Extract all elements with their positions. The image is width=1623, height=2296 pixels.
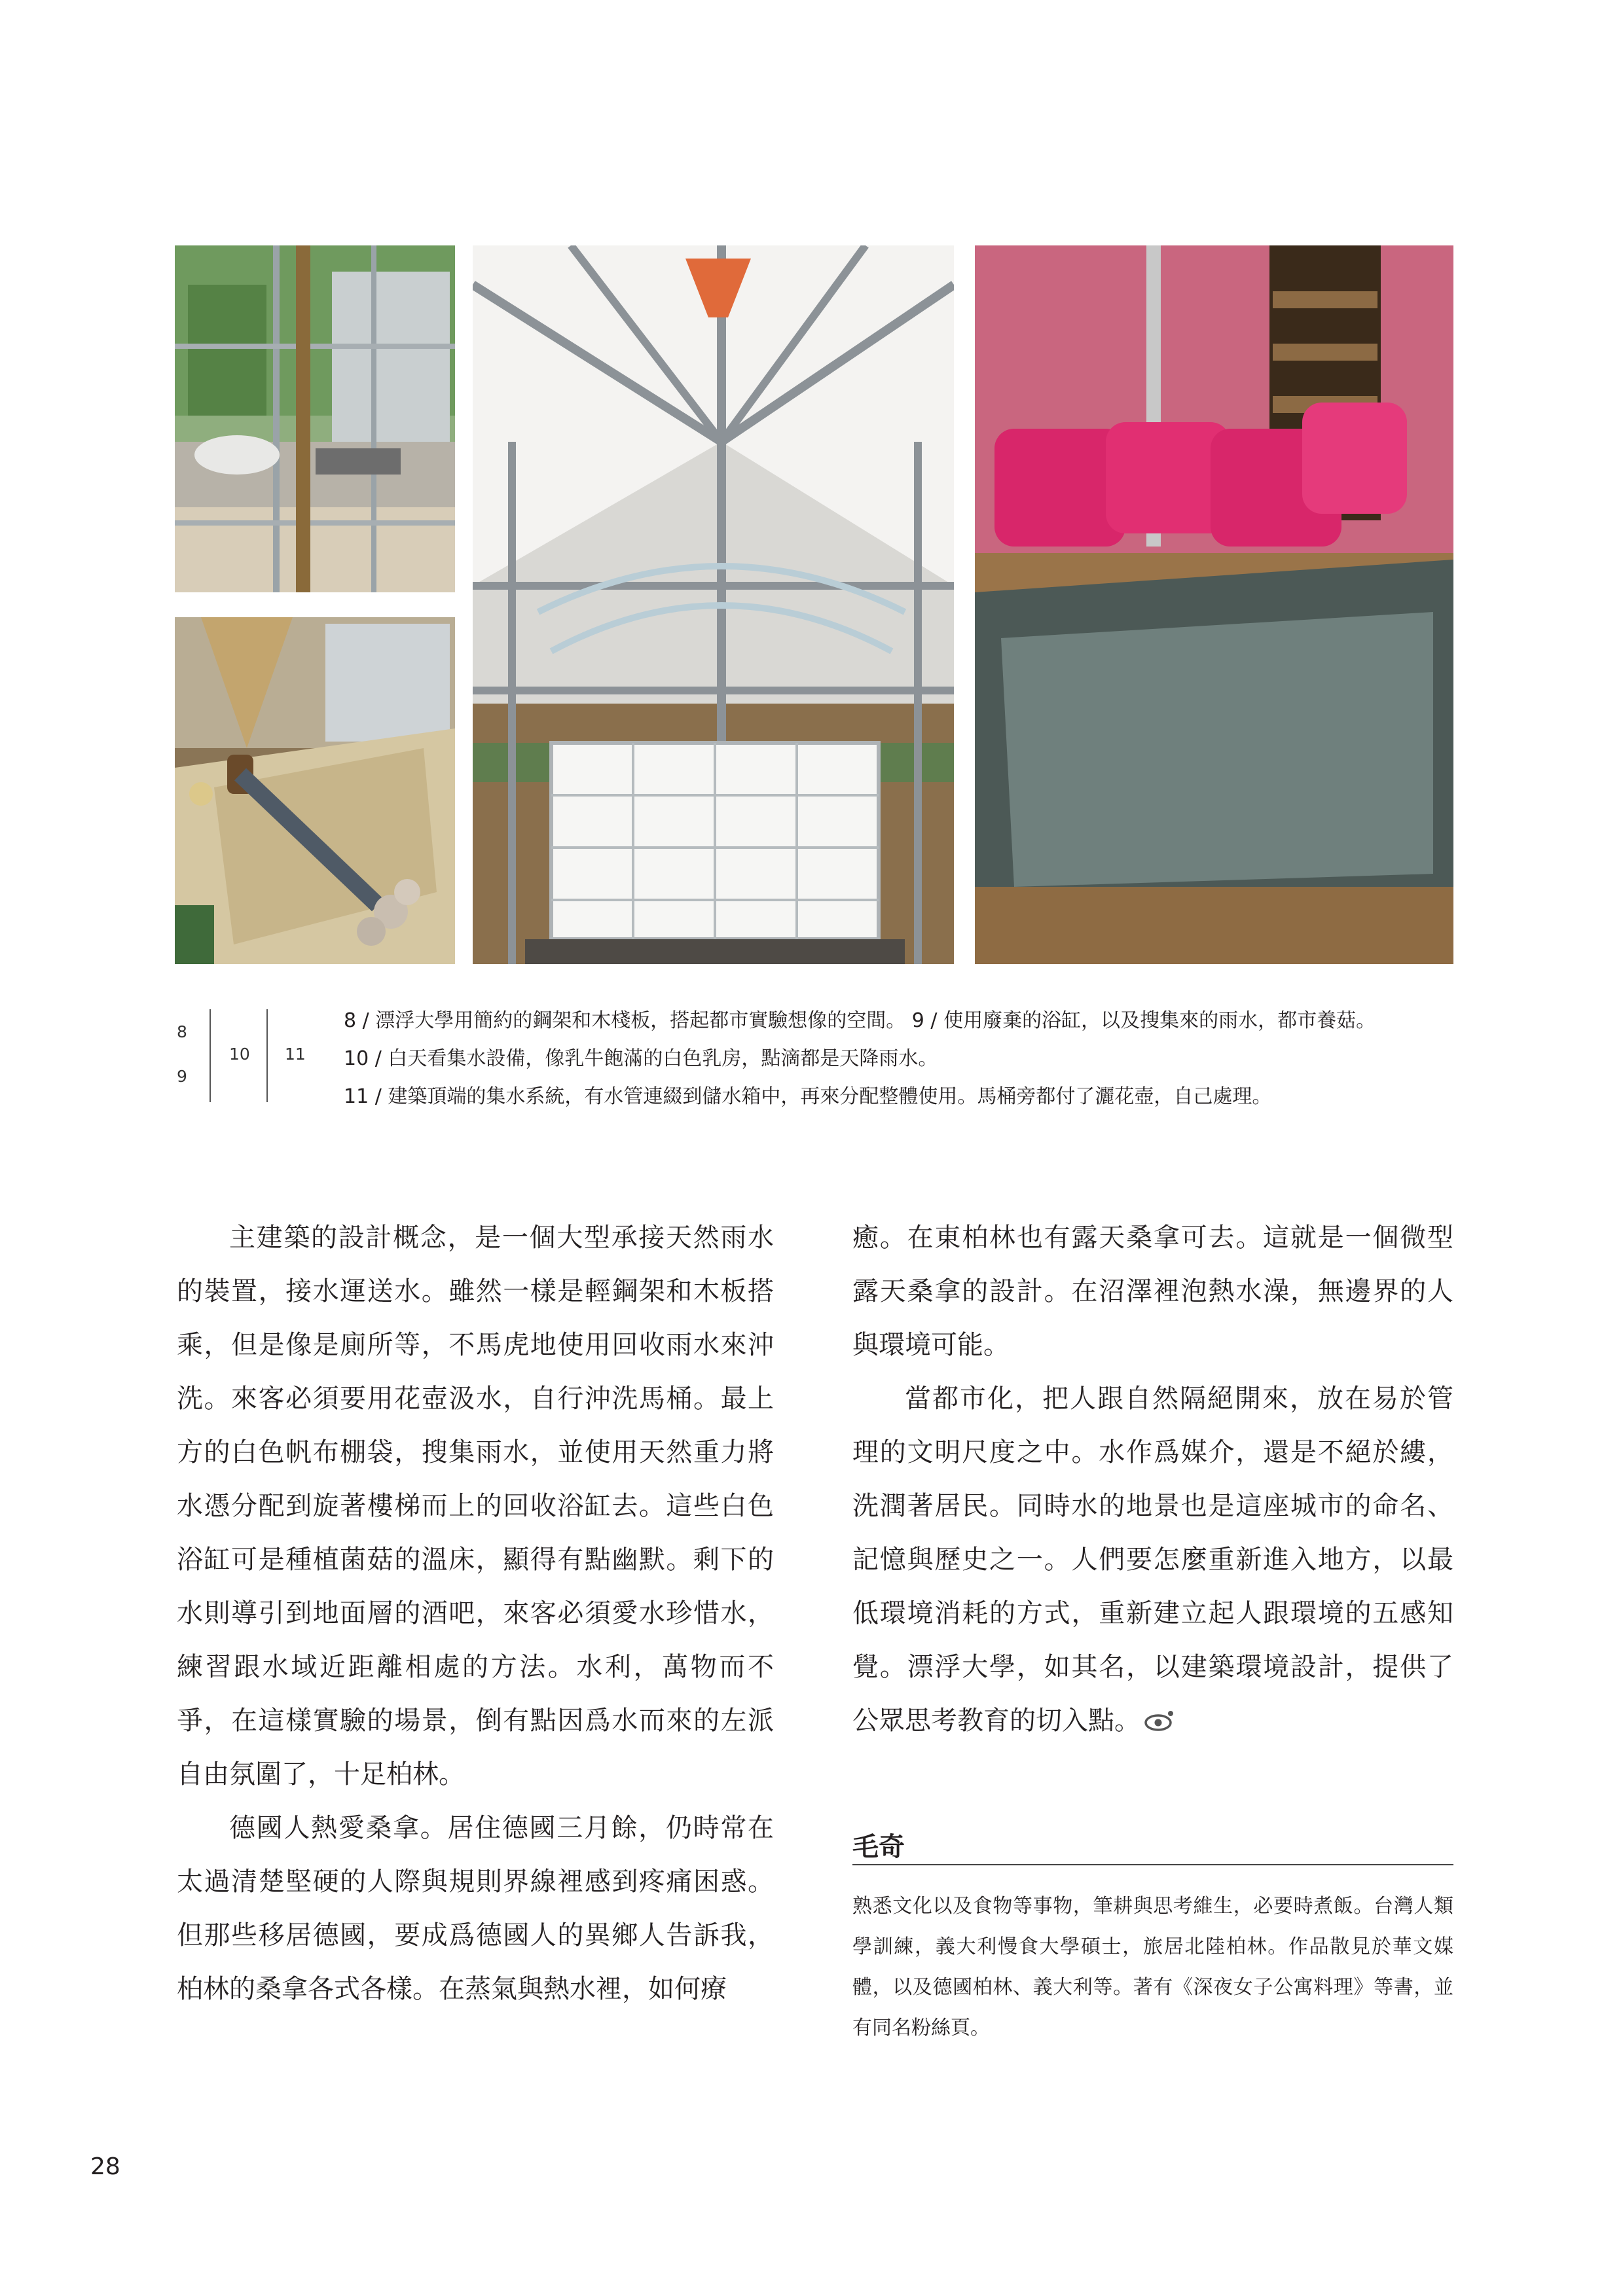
caption-number-8: 8 [177, 1022, 187, 1041]
body-paragraph: 德國人熱愛桑拿。居住德國三月餘，仍時常在太過清楚堅硬的人際與規則界線裡感到疼痛困惑。但那些移居德國，要成爲德國人的異鄉人告訴我，柏林的桑拿各式各樣。在蒸氣與熱水裡，如何療 [177, 1813, 774, 2004]
author-bio: 熟悉文化以及食物等事物，筆耕與思考維生，必要時煮飯。台灣人類學訓練，義大利慢食大學碩士，旅居北陸柏林。作品散見於華文媒體，以及德國柏林、義大利等。著有《深夜女子公寓料理》等書，並有同名粉絲頁。 [852, 1895, 1453, 2039]
white-canopy-photo-10 [473, 245, 954, 964]
body-paragraph: 癒。在東柏林也有露天桑拿可去。這就是一個微型露天桑拿的設計。在沼澤裡泡熱水澡，無邊界的人與環境可能。 [852, 1223, 1453, 1360]
caption-divider [266, 1009, 268, 1102]
body-paragraph: 當都市化，把人跟自然隔絕開來，放在易於管理的文明尺度之中。水作爲媒介，還是不絕於縷，洗潤著居民。同時水的地景也是這座城市的命名、記憶與歷史之一。人們要怎麼重新進入地方，以最低環境消耗的方式，重新建立起人跟環境的五感知覺。漂浮大學，如其名，以建築環境設計，提供了公眾思考教育的切入點。 [852, 1384, 1453, 1736]
page-number: 28 [90, 2153, 120, 2180]
body-column-left [177, 1211, 774, 2016]
author-divider [852, 1864, 1453, 1865]
caption-line-2: 10 / 白天看集水設備，像乳牛飽滿的白色乳房，點滴都是天降雨水。 [344, 1047, 938, 1070]
scaffold-photo-8 [175, 245, 455, 592]
caption-number-11: 11 [285, 1045, 306, 1064]
body-paragraph: 主建築的設計概念，是一個大型承接天然雨水的裝置，接水運送水。雖然一樣是輕鋼架和木板搭乘，但是像是廁所等，不馬虎地使用回收雨水來沖洗。來客必須要用花壺汲水，自行沖洗馬桶。最上方的白色帆布棚袋，搜集雨水，並使用天然重力將水憑分配到旋著樓梯而上的回收浴缸去。這些白色浴缸可是種植菌菇的溫床，顯得有點幽默。剩下的水則導引到地面層的酒吧，來客必須愛水珍惜水，練習跟水域近距離相處的方法。水利，萬物而不爭，在這樣實驗的場景，倒有點因爲水而來的左派自由氛圍了，十足柏林。 [177, 1223, 774, 1789]
watering-cans-photo-11 [975, 245, 1453, 964]
caption-number-10: 10 [229, 1045, 250, 1064]
caption-line-3: 11 / 建築頂端的集水系統，有水管連綴到儲水箱中，再來分配整體使用。馬桶旁都付了灑花壺，自己處理。 [344, 1085, 1272, 1108]
caption-divider [210, 1009, 211, 1102]
mushroom-tub-photo-9 [175, 617, 455, 964]
body-column-right [852, 1211, 1453, 1748]
author-name: 毛奇 [852, 1832, 905, 1862]
caption-line-1: 8 / 漂浮大學用簡約的鋼架和木棧板，搭起都市實驗想像的空間。 9 / 使用廢棄的浴缸，以及搜集來的雨水，都市養菇。 [344, 1009, 1376, 1032]
caption-number-9: 9 [177, 1067, 187, 1086]
eye-end-mark-icon [1144, 1710, 1175, 1732]
